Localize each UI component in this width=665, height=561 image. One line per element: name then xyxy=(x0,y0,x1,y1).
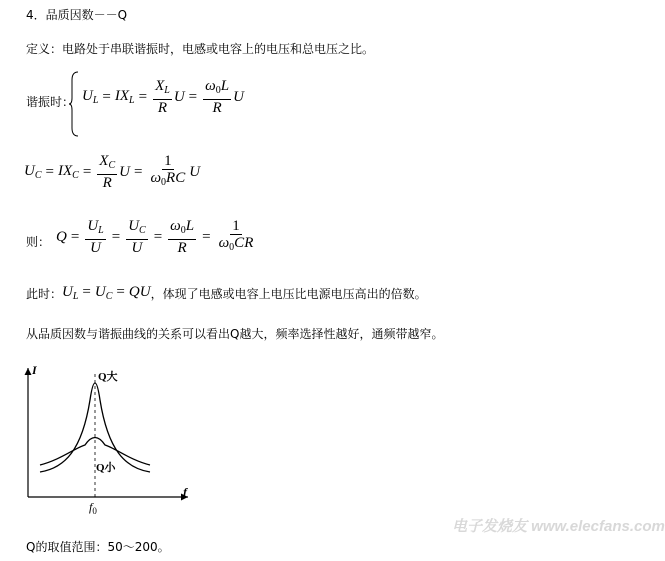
q-small-label: Q小 xyxy=(96,462,116,474)
f0-label: $f_0$ xyxy=(89,500,97,516)
conclusion-text: 从品质因数与谐振曲线的关系可以看出Q越大，频率选择性越好，通频带越窄。 xyxy=(26,327,444,341)
range-text: Q的取值范围：50～200。 xyxy=(26,540,170,554)
then-label: 则： xyxy=(26,235,51,249)
at-this-time-line xyxy=(26,284,427,302)
equation-ulucqu: $U_L = U_C$ = QU xyxy=(62,284,151,302)
at-this-time-label: 此时： xyxy=(26,286,63,301)
section-heading: 4．品质因数－－Q xyxy=(26,8,128,22)
resonance-label: 谐振时： xyxy=(26,95,75,109)
definition-text: 定义：电路处于串联谐振时，电感或电容上的电压和总电压之比。 xyxy=(26,42,375,56)
equation-q: Q = $\frac{U_L}{U}$ = $\frac{U_C}{U}$ = $\frac{\omega_0L}{R}$ = $\frac{1}{\omega_0CR}$ xyxy=(56,218,254,256)
x-axis-label: f xyxy=(183,485,187,499)
resonance-curve-graph xyxy=(20,360,205,520)
equation-ul: $U_L$ = $IX_L$ = $\frac{X_L}{R}$ U = $\frac{\omega_0L}{R}$ U xyxy=(82,78,244,116)
y-axis-label: I xyxy=(32,363,37,377)
left-brace xyxy=(68,70,80,138)
equation-uc: $U_C$ = $IX_C$ = $\frac{X_C}{R}$ U = $\frac{1}{\omega_0RC}$ U xyxy=(24,153,201,191)
watermark-logo: 电子发烧友 www.elecfans.com xyxy=(452,518,665,535)
q-large-label: Q大 xyxy=(98,371,118,383)
at-this-time-text: ，体现了电感或电容上电压比电源电压高出的倍数。 xyxy=(150,286,427,301)
